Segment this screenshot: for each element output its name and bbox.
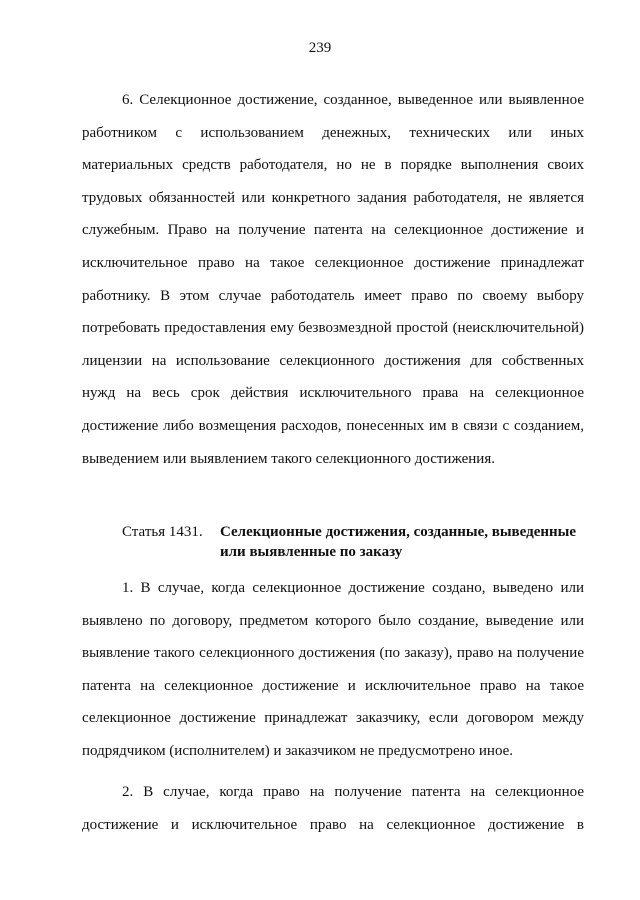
text-line: 6. Селекционное достижение, созданное, выведенное или выявленное	[122, 92, 584, 108]
text-line: лицензии на использование селекционного достижения для собственных	[82, 352, 584, 369]
article-title-line-1: Селекционные достижения, созданные, выведенные	[220, 524, 577, 540]
text-line: патента на селекционное достижение и исключительное право на такое	[82, 677, 584, 694]
text-line: работнику. В этом случае работодатель имеет право по своему выбору	[82, 287, 584, 304]
page-number: 239	[308, 40, 332, 56]
text-line: выявлено по договору, предметом которого было создание, выведение или	[82, 612, 584, 629]
text-line: исключительное право на такое селекционное достижение принадлежат	[82, 254, 584, 271]
text-line: материальных средств работодателя, но не в порядке выполнения своих	[82, 157, 584, 174]
paragraph-2	[82, 776, 584, 841]
text-line: 2. В случае, когда право на получение патента на селекционное	[122, 784, 584, 800]
paragraph-6	[82, 84, 584, 475]
text-line: потребовать предоставления ему безвозмездной простой (неисключительной)	[82, 320, 584, 337]
text-line: служебным. Право на получение патента на селекционное достижение и	[82, 222, 584, 239]
article-title-line-2: или выявленные по заказу	[220, 544, 403, 560]
text-line: трудовых обязанностей или конкретного задания работодателя, не является	[82, 189, 584, 206]
text-line: селекционное достижение принадлежат заказчику, если договором между	[82, 710, 584, 727]
text-line: нужд на весь срок действия исключительного права на селекционное	[82, 385, 584, 402]
text-line: подрядчиком (исполнителем) и заказчиком не предусмотрено иное.	[82, 742, 514, 759]
text-line: достижение либо возмещения расходов, понесенных им в связи с созданием,	[82, 417, 584, 434]
article-label: Статья 1431.	[122, 524, 203, 540]
text-line: 1. В случае, когда селекционное достижение создано, выведено или	[122, 580, 584, 596]
article-heading	[82, 522, 584, 562]
paragraph-1	[82, 572, 584, 768]
text-line: выведением или выявлением такого селекционного достижения.	[82, 450, 495, 467]
text-line: достижение и исключительное право на селекционное достижение в	[82, 816, 584, 833]
text-line: выявление такого селекционного достижения (по заказу), право на получение	[82, 645, 584, 662]
text-line: работником с использованием денежных, технических или иных	[82, 124, 584, 141]
